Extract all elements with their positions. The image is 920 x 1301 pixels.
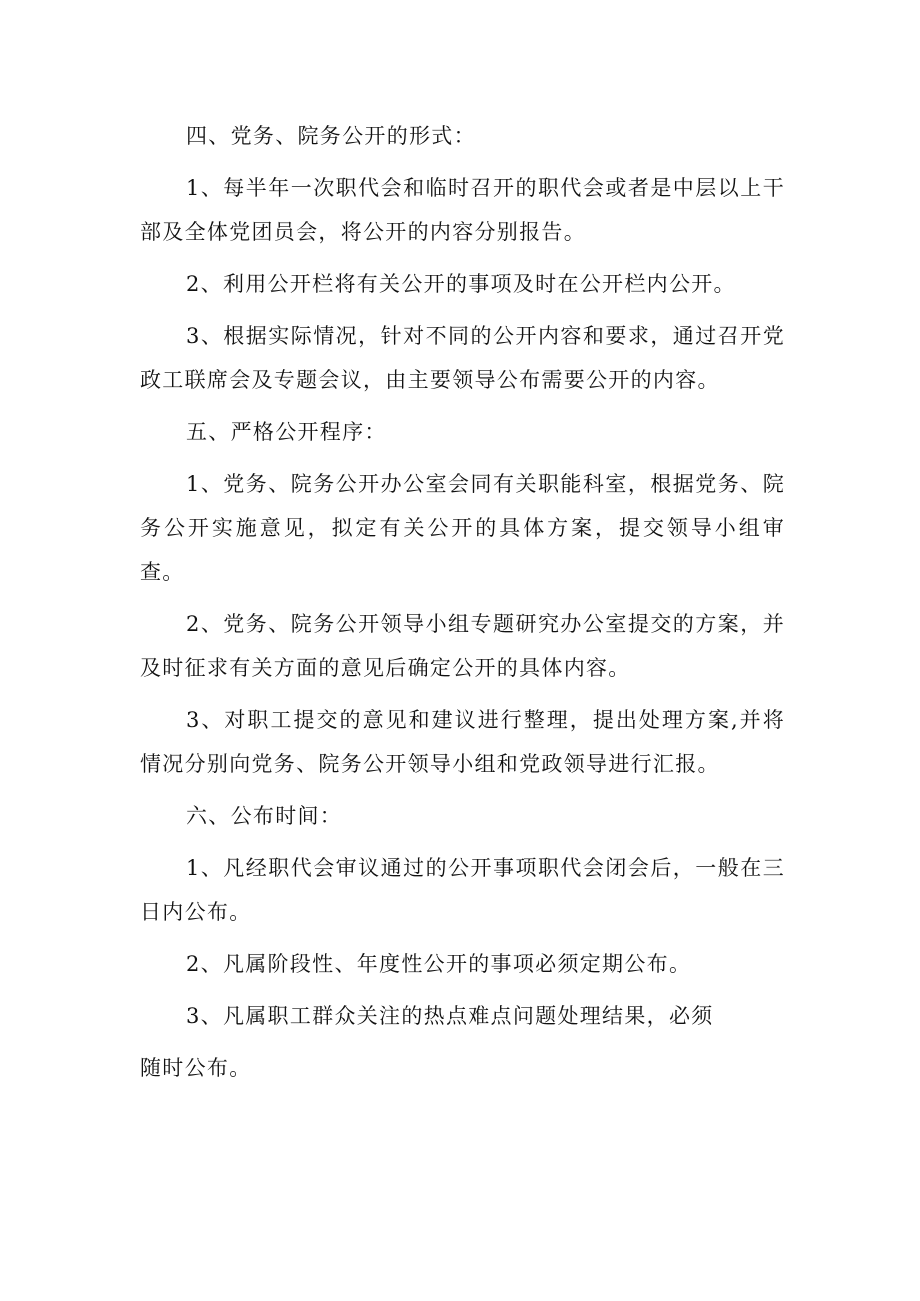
paragraph-item: 3、对职工提交的意见和建议进行整理，提出处理方案,并将情况分别向党务、院务公开领导小组和党政领导进行汇报。: [140, 708, 785, 776]
paragraph-item: 2、利用公开栏将有关公开的事项及时在公开栏内公开。: [186, 272, 736, 296]
paragraph-item: 3、凡属职工群众关注的热点难点问题处理结果，必须: [186, 1004, 714, 1028]
section-heading-forms: 四、党务、院务公开的形式：: [186, 124, 476, 148]
paragraph-item: 3、根据实际情况，针对不同的公开内容和要求，通过召开党政工联席会及专题会议，由主要领导公布需要公开的内容。: [140, 324, 785, 392]
paragraph-item: 2、凡属阶段性、年度性公开的事项必须定期公布。: [186, 952, 692, 976]
paragraph-item: 1、党务、院务公开办公室会同有关职能科室，根据党务、院务公开实施意见，拟定有关公开的具体方案，提交领导小组审查。: [140, 472, 785, 584]
section-heading-procedure: 五、严格公开程序：: [186, 420, 387, 444]
section-heading-publish-time: 六、公布时间：: [186, 804, 343, 828]
paragraph-continuation: 随时公布。: [140, 1056, 252, 1080]
paragraph-item: 1、凡经职代会审议通过的公开事项职代会闭会后，一般在三日内公布。: [140, 856, 785, 924]
document-body: [140, 114, 785, 1090]
paragraph-item: 1、每半年一次职代会和临时召开的职代会或者是中层以上干部及全体党团员会，将公开的内容分别报告。: [140, 176, 785, 244]
paragraph-item: 2、党务、院务公开领导小组专题研究办公室提交的方案，并及时征求有关方面的意见后确定公开的具体内容。: [140, 612, 785, 680]
